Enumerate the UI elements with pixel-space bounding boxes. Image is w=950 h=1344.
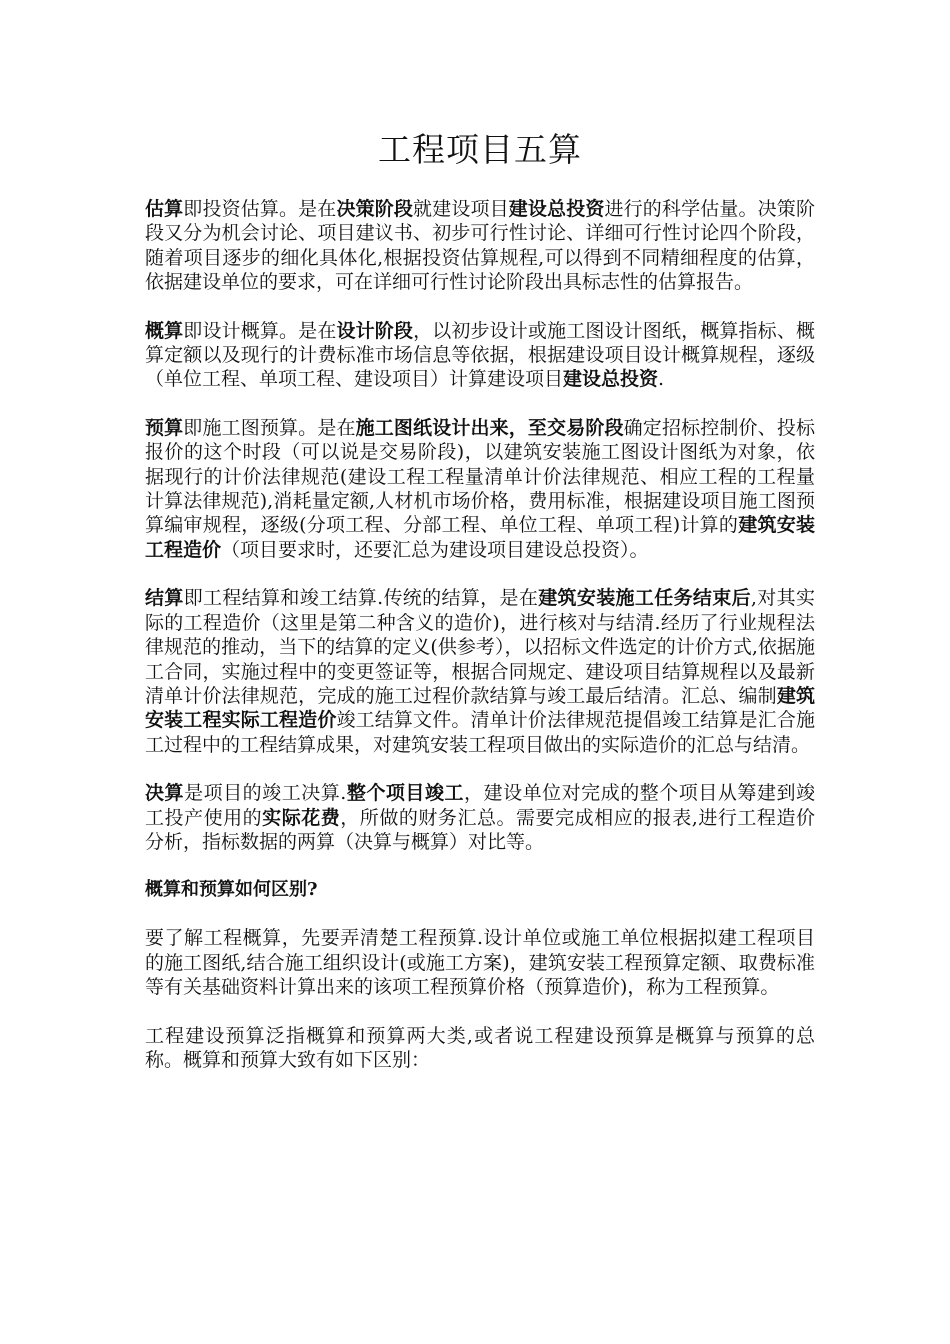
text-run: ，所做的财务汇总。需要完成相应的报表,进行工程造价分析，指标数据的两算（决算与概算）对比等。	[145, 806, 815, 853]
text-run: ，以初步设计或施工图设计图纸，概算指标、概算定额以及现行的计费标准市场信息等依据，根据建设项目设计概算规程，逐级（单位工程、单项工程、建设项目）计算建设项目	[145, 319, 815, 391]
bold-term: 概算	[145, 319, 184, 342]
bold-term: 实际花费	[262, 806, 341, 829]
text-run: （项目要求时，还要汇总为建设项目建设总投资）。	[221, 538, 649, 561]
section-heading: 概算和预算如何区别?	[145, 879, 318, 901]
paragraph-gaiyusuan-summary: 工程建设预算泛指概算和预算两大类,或者说工程建设预算是概算与预算的总称。概算和预算大致有如下区别：	[145, 1024, 815, 1071]
paragraph-gaisuan	[145, 319, 815, 392]
text-run: ，建设单位对完成的整个项目从筹建到竣工投产使用的	[145, 782, 815, 829]
paragraph-jiesuan	[145, 586, 815, 757]
paragraph-gusuan	[145, 197, 815, 295]
text-run: 即投资估算。是在	[183, 198, 337, 220]
text-run: 进行的科学估量。决策阶段又分为机会讨论、项目建议书、初步可行性讨论、详细可行性讨论四个阶段，随着项目逐步的细化具体化,根据投资估算规程,可以得到不同精细程度的估算，依据建设单位的要求，可在详细可行性讨论阶段出具标志性的估算报告。	[145, 198, 815, 294]
text-run: 是项目的竣工决算.	[184, 782, 347, 805]
bold-term: 决算	[145, 782, 185, 805]
document-page	[145, 128, 815, 1096]
document-title: 工程项目五算	[378, 130, 582, 169]
bold-term: 结算	[145, 587, 184, 610]
text-run: 竣工结算文件。清单计价法律规范提倡竣工结算是汇合施工过程中的工程结算成果，对建筑安装工程项目做出的实际造价的汇总与结清。	[145, 709, 815, 756]
bold-term: 建设总投资	[563, 368, 659, 391]
text-run: 就建设项目	[413, 198, 509, 220]
bold-term: 估算	[145, 198, 184, 220]
bold-term: 预算	[145, 416, 184, 439]
paragraph-juesuan	[145, 781, 815, 854]
bold-term: 建筑安装工程造价	[145, 514, 815, 561]
text-run: 确定招标控制价、投标报价的这个时段（可以说是交易阶段)，以建筑安装施工图设计图纸为对象，依据现行的计价法律规范(建设工程工程量清单计价法律规范、相应工程的工程量计算法律规范),消耗量定额,人材机市场价格，费用标准，根据建设项目施工图预算编审规程，逐级(分项工程、分部工程、单位工程、单项工程)计算的	[145, 416, 815, 537]
bold-term: 建筑安装施工任务结束后	[538, 587, 751, 610]
bold-term: 建筑安装工程实际工程造价	[145, 684, 815, 732]
bold-term: 决策阶段	[336, 198, 414, 220]
bold-term: 设计阶段	[336, 319, 414, 342]
text-run: 即施工图预算。是在	[183, 416, 356, 439]
text-run: .	[658, 368, 665, 391]
text-run: ,对其实际的工程造价（这里是第二种含义的造价)，进行核对与结清.经历了行业规程法律规范的推动，当下的结算的定义(供参考），以招标文件选定的计价方式,依据施工合同，实施过程中的变更签证等，根据合同规定、建设项目结算规程以及最新清单计价法律规范，完成的施工过程价款结算与竣工最后结清。汇总、编制	[145, 587, 815, 707]
text-run: 即设计概算。是在	[183, 319, 337, 342]
bold-term: 施工图纸设计出来，至交易阶段	[355, 416, 624, 439]
bold-term: 整个项目竣工	[346, 782, 465, 805]
paragraph-yusuan-definition: 要了解工程概算，先要弄清楚工程预算.设计单位或施工单位根据拟建工程项目的施工图纸,结合施工组织设计(或施工方案)，建筑安装工程预算定额、取费标准等有关基础资料计算出来的该项工程预算价格（预算造价)，称为工程预算。	[145, 927, 815, 999]
main-paragraphs	[145, 197, 815, 854]
bold-term: 建设总投资	[508, 198, 605, 220]
paragraph-yusuan	[145, 416, 815, 562]
text-run: 即工程结算和竣工结算.传统的结算，是在	[183, 587, 539, 610]
